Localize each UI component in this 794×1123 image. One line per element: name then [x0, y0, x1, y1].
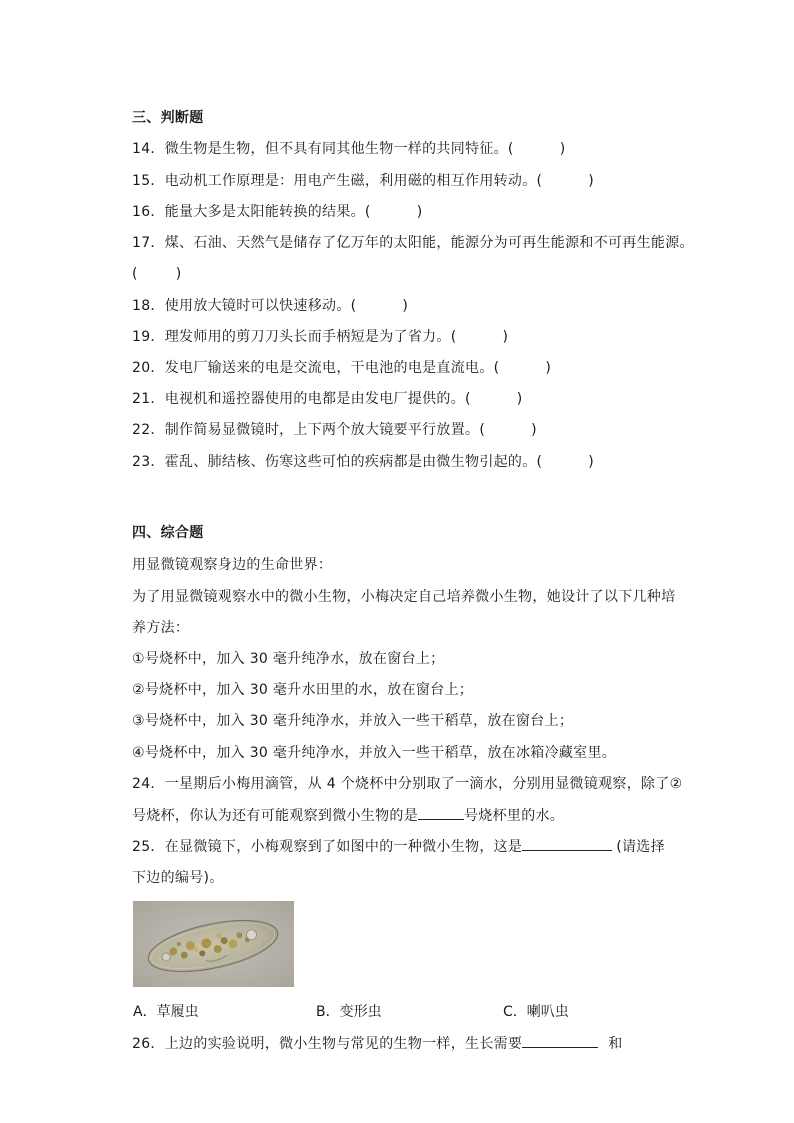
section-3-heading: 三、判断题: [132, 110, 204, 126]
question-18: 18．使用放大镜时可以快速移动。( ): [132, 298, 409, 314]
question-23-text: 23．霍乱、肺结核、伤寒这些可怕的疾病都是由微生物引起的。(: [132, 454, 543, 470]
section-4-heading: 四、综合题: [132, 525, 204, 541]
question-15-text: 15．电动机工作原理是：用电产生磁，利用磁的相互作用转动。(: [132, 173, 543, 189]
method-4: ④号烧杯中，加入 30 毫升纯净水，并放入一些干稻草，放在冰箱冷藏室里。: [132, 745, 617, 761]
question-17: [132, 233, 694, 253]
question-20: 20．发电厂输送来的电是交流电，干电池的电是直流电。( ): [132, 360, 552, 376]
question-24: 24．一星期后小梅用滴管，从 4 个烧杯中分别取了一滴水，分别用显微镜观察，除了②: [132, 776, 683, 792]
question-15: 15．电动机工作原理是：用电产生磁，利用磁的相互作用转动。( ): [132, 173, 595, 189]
question-19-text: 19．理发师用的剪刀刀头长而手柄短是为了省力。(: [132, 329, 457, 345]
option-c[interactable]: C．喇叭虫: [503, 1004, 569, 1020]
question-25-cont: 下边的编号)。: [132, 870, 224, 886]
question-16-text: 16．能量大多是太阳能转换的结果。(: [132, 204, 371, 220]
question-22-text: 22．制作简易显微镜时，上下两个放大镜要平行放置。(: [132, 422, 486, 438]
method-1: ①号烧杯中，加入 30 毫升纯净水，放在窗台上；: [132, 651, 445, 667]
question-21-text: 21．电视机和遥控器使用的电都是由发电厂提供的。(: [132, 391, 471, 407]
option-b[interactable]: B．变形虫: [316, 1004, 382, 1020]
question-16: 16．能量大多是太阳能转换的结果。( ): [132, 204, 423, 220]
question-22: 22．制作简易显微镜时，上下两个放大镜要平行放置。( ): [132, 422, 537, 438]
question-14-text: 14．微生物是生物，但不具有同其他生物一样的共同特征。(: [132, 141, 514, 157]
method-2: ②号烧杯中，加入 30 毫升水田里的水，放在窗台上；: [132, 682, 474, 698]
question-21: 21．电视机和遥控器使用的电都是由发电厂提供的。( ): [132, 391, 523, 407]
question-17-answer-line: ( ): [132, 266, 182, 282]
paramecium-illustration: [133, 901, 294, 987]
question-20-text: 20．发电厂输送来的电是交流电，干电池的电是直流电。(: [132, 360, 500, 376]
question-14: 14．微生物是生物，但不具有同其他生物一样的共同特征。( ): [132, 141, 566, 157]
section-4-scenario: 为了用显微镜观察水中的微小生物，小梅决定自己培养微小生物，她设计了以下几种培: [132, 589, 676, 605]
question-26: 26．上边的实验说明，微小生物与常见的生物一样，生长需要 和: [132, 1033, 623, 1054]
question-17-text: 17．煤、石油、天然气是储存了亿万年的太阳能，能源分为可再生能源和不可再生能源。: [132, 235, 694, 251]
question-25: 25．在显微镜下，小梅观察到了如图中的一种微小生物，这是 (请选择: [132, 836, 665, 857]
answer-blank-26[interactable]: [522, 1033, 598, 1048]
question-24-cont: 号烧杯，你认为还有可能观察到微小生物的是 号烧杯里的水。: [132, 805, 564, 826]
question-18-text: 18．使用放大镜时可以快速移动。(: [132, 298, 357, 314]
answer-blank-25[interactable]: [522, 836, 612, 851]
section-4-intro: 用显微镜观察身边的生命世界：: [132, 557, 333, 573]
section-4-scenario-cont: 养方法：: [132, 620, 190, 636]
question-19: 19．理发师用的剪刀刀头长而手柄短是为了省力。( ): [132, 329, 509, 345]
method-3: ③号烧杯中，加入 30 毫升纯净水，并放入一些干稻草，放在窗台上；: [132, 713, 574, 729]
question-23: 23．霍乱、肺结核、伤寒这些可怕的疾病都是由微生物引起的。( ): [132, 454, 595, 470]
answer-blank-24[interactable]: [418, 805, 464, 820]
paramecium-micrograph: [133, 901, 294, 987]
option-a[interactable]: A．草履虫: [133, 1004, 199, 1020]
